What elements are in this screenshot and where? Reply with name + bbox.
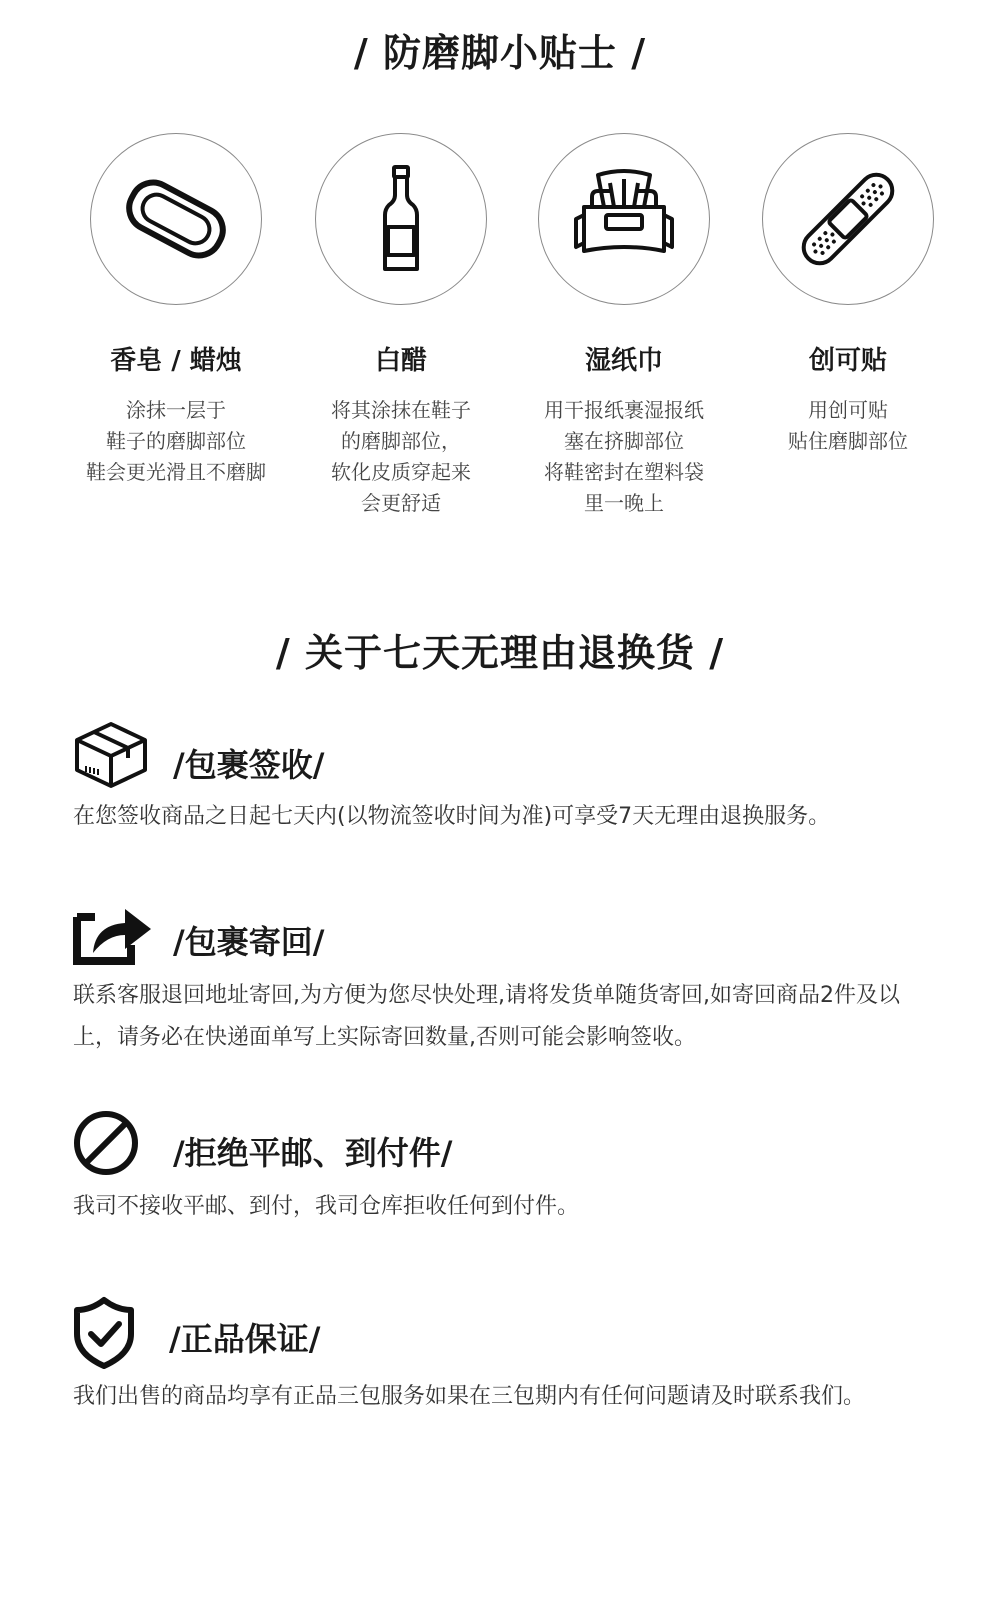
tip-icon-circle bbox=[315, 133, 487, 305]
prohibited-icon bbox=[73, 1110, 139, 1176]
policy-item-return bbox=[73, 895, 943, 1059]
tip-description-line: 将鞋密封在塑料袋 bbox=[544, 460, 704, 484]
tip-description bbox=[509, 395, 739, 519]
soap-icon bbox=[114, 157, 238, 281]
policy-title: /包裹寄回/ bbox=[173, 923, 325, 961]
tip-item-wet-wipes bbox=[509, 133, 739, 519]
tip-description-line: 鞋会更光滑且不磨脚 bbox=[86, 460, 266, 484]
policy-header bbox=[73, 895, 943, 975]
tip-description-line: 的磨脚部位， bbox=[341, 429, 461, 453]
tip-description-line: 贴住磨脚部位 bbox=[788, 429, 908, 453]
policy-text: 联系客服退回地址寄回,为方便为您尽快处理,请将发货单随货寄回,如寄回商品2件及以上，请务必在快递面单写上实际寄回数量,否则可能会影响签收。 bbox=[73, 983, 900, 1050]
policy-text: 在您签收商品之日起七天内(以物流签收时间为准)可享受7天无理由退换服务。 bbox=[73, 804, 831, 829]
tip-icon-circle bbox=[90, 133, 262, 305]
bandage-icon bbox=[786, 157, 910, 281]
tip-description bbox=[61, 395, 291, 488]
tip-description-line: 将其涂抹在鞋子 bbox=[331, 398, 471, 422]
tip-description bbox=[733, 395, 963, 457]
tip-description-line: 软化皮质穿起来 bbox=[331, 460, 471, 484]
policy-header bbox=[73, 1110, 943, 1190]
tip-name: 香皂 / 蜡烛 bbox=[110, 346, 242, 376]
shield-check-icon bbox=[73, 1296, 135, 1370]
policy-item-receipt bbox=[73, 718, 943, 838]
tip-item-bandage bbox=[733, 133, 963, 457]
wet-wipes-icon bbox=[562, 157, 686, 281]
tip-item-soap bbox=[61, 133, 291, 488]
policy-item-no-cod bbox=[73, 1110, 943, 1228]
tip-name: 创可贴 bbox=[808, 346, 887, 376]
tip-description-line: 用干报纸裹湿报纸 bbox=[544, 398, 704, 422]
policy-header bbox=[73, 718, 943, 798]
policy-section-title: / 关于七天无理由退换货 / bbox=[275, 631, 725, 675]
tip-name: 湿纸巾 bbox=[584, 346, 663, 376]
tip-icon-circle bbox=[762, 133, 934, 305]
tip-description-line: 涂抹一层于 bbox=[126, 398, 226, 422]
tip-description-line: 鞋子的磨脚部位 bbox=[106, 429, 246, 453]
policy-title: /包裹签收/ bbox=[173, 746, 325, 784]
policy-title: /拒绝平邮、到付件/ bbox=[173, 1134, 453, 1172]
tip-description-line: 里一晚上 bbox=[584, 491, 664, 515]
tips-section-title: / 防磨脚小贴士 / bbox=[353, 31, 647, 75]
tip-item-vinegar bbox=[286, 133, 516, 519]
policy-text: 我们出售的商品均享有正品三包服务如果在三包期内有任何问题请及时联系我们。 bbox=[73, 1384, 866, 1409]
tip-description-line: 用创可贴 bbox=[808, 398, 888, 422]
policy-text: 我司不接收平邮、到付，我司仓库拒收任何到付件。 bbox=[73, 1194, 580, 1219]
tip-icon-circle bbox=[538, 133, 710, 305]
tip-description-line: 会更舒适 bbox=[361, 491, 441, 515]
policy-item-authentic bbox=[73, 1296, 943, 1418]
policy-header bbox=[73, 1296, 943, 1376]
tip-description bbox=[286, 395, 516, 519]
tip-name: 白醋 bbox=[374, 346, 427, 376]
package-box-icon bbox=[73, 718, 149, 792]
share-return-icon bbox=[73, 895, 153, 967]
policy-title: /正品保证/ bbox=[169, 1320, 321, 1358]
tips-list bbox=[0, 133, 1000, 533]
tip-description-line: 塞在挤脚部位 bbox=[564, 429, 684, 453]
vinegar-bottle-icon bbox=[339, 157, 463, 281]
